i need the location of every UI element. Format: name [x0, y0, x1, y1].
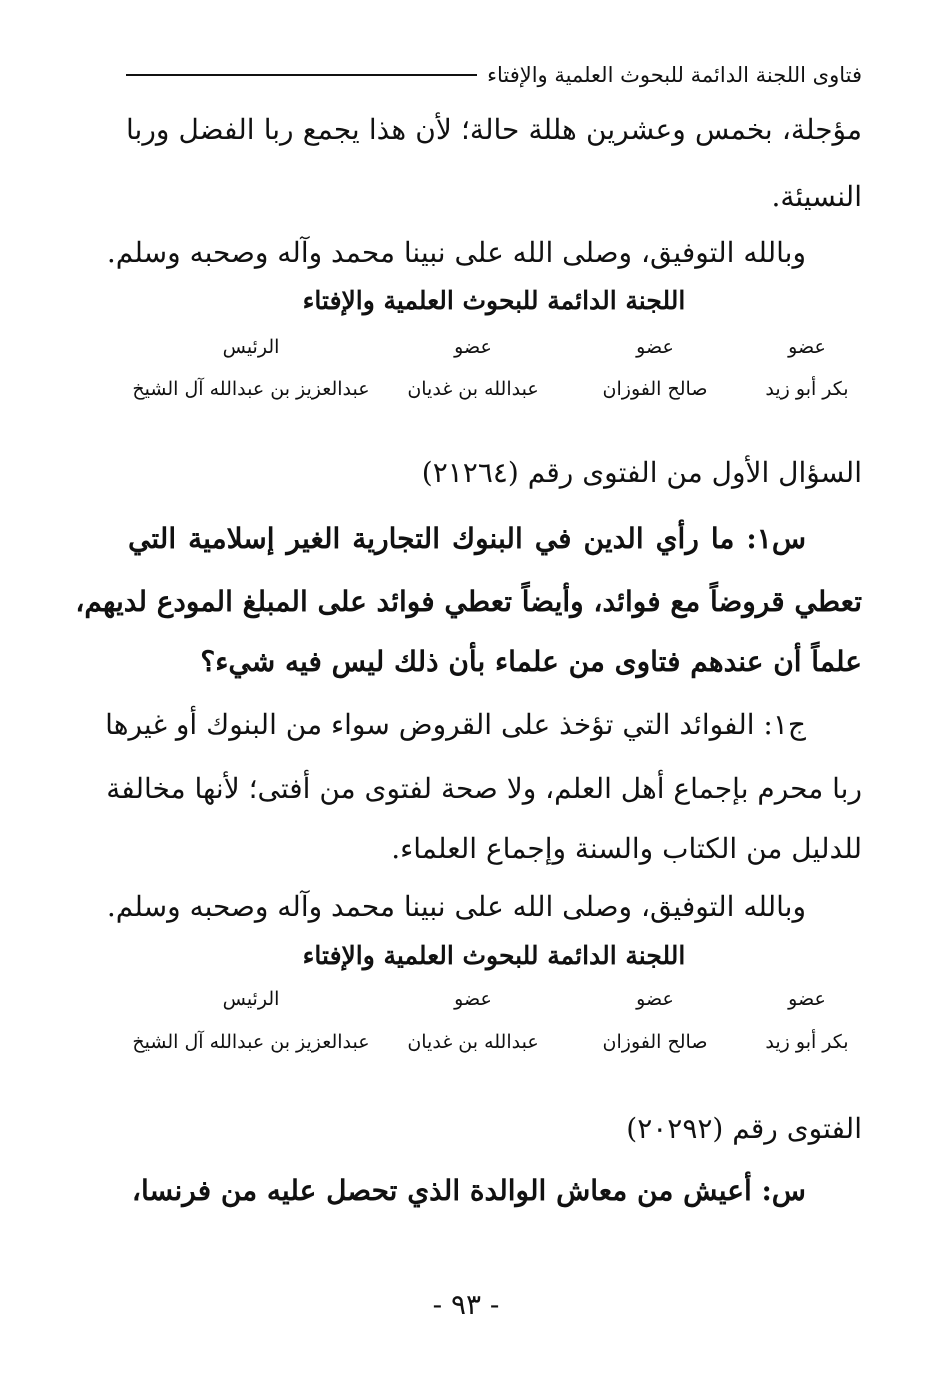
signatory-names	[126, 1031, 862, 1053]
question-line: علماً أن عندهم فتاوى من علماء بأن ذلك ليس فيه شيء؟	[200, 645, 862, 678]
signatory-role: عضو	[454, 336, 492, 358]
signatory-role: الرئيس	[222, 336, 280, 358]
signatory-name: عبدالله بن غديان	[407, 378, 539, 400]
committee-title: اللجنة الدائمة للبحوث العلمية والإفتاء	[302, 286, 686, 315]
page-number: - ٩٣ -	[432, 1288, 500, 1321]
signatory-name: عبدالعزيز بن عبدالله آل الشيخ	[132, 378, 370, 400]
answer-line: ربا محرم بإجماع أهل العلم، ولا صحة لفتوى من أفتى؛ لأنها مخالفة	[106, 772, 862, 805]
answer-line: ج١: الفوائد التي تؤخذ على القروض سواء من البنوك أو غيرها	[105, 708, 806, 741]
signatory-name: عبدالعزيز بن عبدالله آل الشيخ	[132, 1031, 370, 1053]
closing-formula: وبالله التوفيق، وصلى الله على نبينا محمد وآله وصحبه وسلم.	[106, 236, 806, 269]
signatory-name: صالح الفوزان	[602, 1031, 708, 1053]
signatory-role: عضو	[788, 988, 826, 1010]
running-header	[126, 58, 862, 92]
closing-formula: وبالله التوفيق، وصلى الله على نبينا محمد وآله وصحبه وسلم.	[106, 890, 806, 923]
signatory-role: الرئيس	[222, 988, 280, 1010]
paragraph-line: مؤجلة، بخمس وعشرين هللة حالة؛ لأن هذا يجمع ربا الفضل وربا	[126, 113, 862, 146]
signatory-roles	[126, 336, 862, 358]
fatwa-heading: الفتوى رقم (٢٠٢٩٢)	[626, 1112, 862, 1145]
signatory-role: عضو	[788, 336, 826, 358]
signatory-role: عضو	[636, 988, 674, 1010]
signatory-role: عضو	[454, 988, 492, 1010]
signatory-name: صالح الفوزان	[602, 378, 708, 400]
committee-title: اللجنة الدائمة للبحوث العلمية والإفتاء	[302, 941, 686, 970]
signatory-name: بكر أبو زيد	[765, 378, 849, 400]
paragraph-line: النسيئة.	[771, 180, 862, 213]
signatory-names	[126, 378, 862, 400]
question-line: تعطي قروضاً مع فوائد، وأيضاً تعطي فوائد على المبلغ المودع لديهم،	[75, 585, 862, 618]
fatwa-heading: السؤال الأول من الفتوى رقم (٢١٢٦٤)	[421, 456, 862, 489]
signatory-name: عبدالله بن غديان	[407, 1031, 539, 1053]
header-title: فتاوى اللجنة الدائمة للبحوث العلمية والإفتاء	[487, 63, 862, 87]
signatory-roles	[126, 988, 862, 1010]
question-line: س: أعيش من معاش الوالدة الذي تحصل عليه من فرنسا،	[131, 1174, 806, 1207]
signatory-name: بكر أبو زيد	[765, 1031, 849, 1053]
question-line: س١: ما رأي الدين في البنوك التجارية الغير إسلامية التي	[128, 522, 806, 555]
answer-line: للدليل من الكتاب والسنة وإجماع العلماء.	[391, 832, 862, 865]
signatory-role: عضو	[636, 336, 674, 358]
header-rule	[126, 74, 477, 76]
